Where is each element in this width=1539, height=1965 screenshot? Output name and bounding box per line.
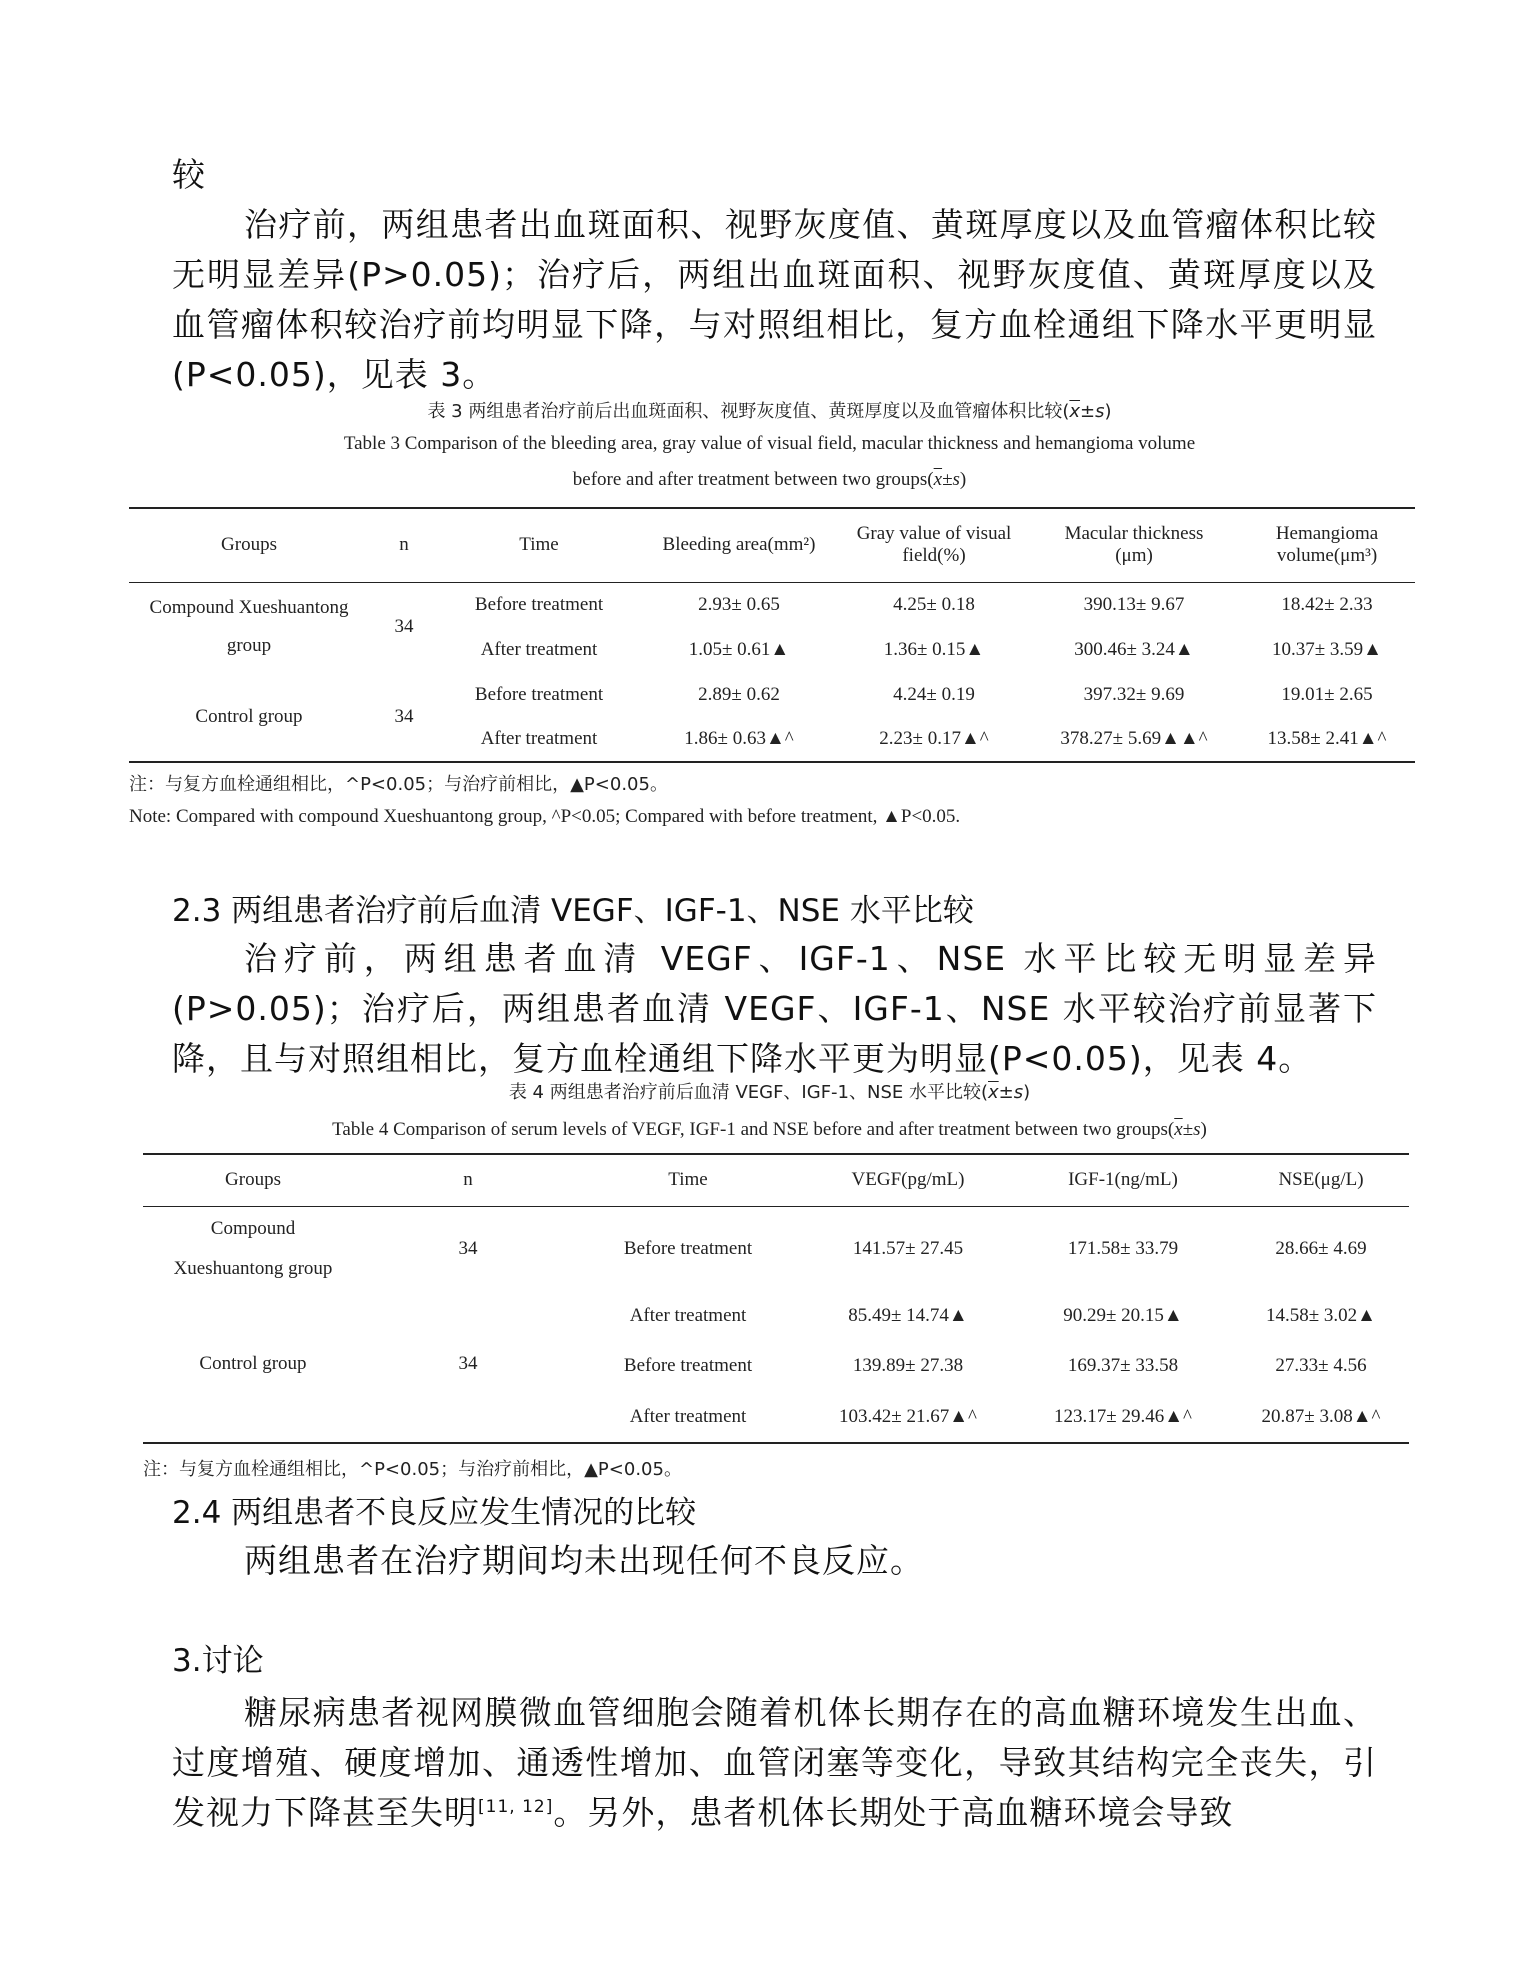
time-cell: Before treatment (474, 683, 604, 705)
table-row (143, 1291, 1409, 1341)
citation-ref: [11, 12] (478, 1797, 554, 1817)
value-cell: 18.42± 2.33 (1281, 593, 1373, 615)
value-cell: 1.86± 0.63▲^ (684, 728, 794, 749)
value-cell: 397.32± 9.69 (1083, 683, 1185, 705)
col-header-bleeding: Bleeding area(mm²) (639, 508, 839, 582)
value-cell: 28.66± 4.69 (1275, 1237, 1367, 1259)
value-cell: 141.57± 27.45 (852, 1237, 964, 1259)
group-cell: Compound Xueshuantong group (149, 597, 349, 657)
col-header-hemangioma: Hemangioma volume(μm³) (1239, 508, 1415, 582)
section-heading: 2.3 两组患者治疗前后血清 VEGF、IGF-1、NSE 水平比较 (172, 893, 974, 929)
section-heading: 3.讨论 (172, 1643, 264, 1679)
section-2-3 (172, 888, 1377, 1084)
value-cell: 123.17± 29.46▲^ (1054, 1405, 1192, 1427)
table4-note-zh: 注：与复方血栓通组相比，^P<0.05；与治疗前相比，▲P<0.05。 (143, 1459, 682, 1480)
n-cell: 34 (458, 1353, 478, 1374)
group-cell: Compound Xueshuantong group (173, 1217, 333, 1279)
value-cell: 378.27± 5.69▲▲^ (1060, 728, 1208, 749)
value-cell: 13.58± 2.41▲^ (1267, 728, 1387, 749)
value-cell: 1.36± 0.15▲ (883, 638, 985, 660)
value-cell: 171.58± 33.79 (1067, 1237, 1179, 1259)
value-cell: 2.93± 0.65 (698, 593, 780, 615)
table-4 (143, 1153, 1409, 1444)
value-cell: 10.37± 3.59▲ (1272, 638, 1382, 660)
group-cell: Control group (199, 1353, 307, 1374)
body-text-top (172, 150, 1377, 400)
table3-note-zh: 注：与复方血栓通组相比，^P<0.05；与治疗前相比，▲P<0.05。 (129, 774, 668, 795)
value-cell: 85.49± 14.74▲ (848, 1305, 968, 1326)
col-header-n: n (369, 508, 439, 582)
table3-note-en: Note: Compared with compound Xueshuantong group, ^P<0.05; Compared with before treatment, ▲P<0.05. (129, 806, 961, 827)
paragraph-fragment: 较 (172, 155, 206, 194)
paragraph-adverse-reactions: 两组患者在治疗期间均未出现任何不良反应。 (244, 1541, 924, 1580)
paragraph-table4-intro: 治疗前，两组患者血清 VEGF、IGF-1、NSE 水平比较无明显差异(P>0.05)；治疗后，两组患者血清 VEGF、IGF-1、NSE 水平较治疗前显著下降，且与对照组相比，复方血栓通组下降水平更为明显(P<0.05)，见表 4。 (172, 939, 1377, 1078)
value-cell: 103.42± 21.67▲^ (839, 1405, 977, 1427)
n-cell: 34 (394, 616, 414, 638)
col-header-time: Time (573, 1154, 803, 1206)
time-cell: Before treatment (474, 593, 604, 615)
table3-caption-en: Table 3 Comparison of the bleeding area, gray value of visual field, macular thickness and hemangioma volume (343, 433, 1196, 454)
time-cell: After treatment (480, 638, 598, 660)
paragraph-table3-intro: 治疗前，两组患者出血斑面积、视野灰度值、黄斑厚度以及血管瘤体积比较无明显差异(P>0.05)；治疗后，两组出血斑面积、视野灰度值、黄斑厚度以及血管瘤体积较治疗前均明显下降，与对照组相比，复方血栓通组下降水平更明显(P<0.05)，见表 3。 (172, 205, 1377, 394)
col-header-vegf: VEGF(pg/mL) (803, 1154, 1013, 1206)
value-cell: 139.89± 27.38 (852, 1355, 964, 1376)
table-header-row (143, 1154, 1409, 1206)
table3-caption-en-line2: before and after treatment between two $groups(\overline{x}\pm s)$ (572, 469, 967, 490)
time-cell: After treatment (629, 1405, 747, 1427)
section-2-4 (172, 1490, 1377, 1586)
value-cell: 169.37± 33.58 (1067, 1355, 1179, 1376)
n-cell: 34 (458, 1237, 478, 1259)
col-header-groups: Groups (129, 508, 369, 582)
col-header-time: Time (439, 508, 639, 582)
value-cell: 27.33± 4.56 (1275, 1355, 1367, 1376)
value-cell: 19.01± 2.65 (1281, 683, 1373, 705)
col-header-groups: Groups (143, 1154, 363, 1206)
value-cell: 4.24± 0.19 (893, 683, 975, 705)
table-row (143, 1341, 1409, 1391)
time-cell: After treatment (480, 728, 598, 749)
time-cell: Before treatment (623, 1237, 753, 1259)
table-3 (129, 507, 1415, 763)
table3-caption-zh: 表 3 两组患者治疗前后出血斑面积、视野灰度值、黄斑厚度以及血管瘤体积比较$(\overline{x}\pm s)$ (427, 401, 1112, 422)
col-header-igf: IGF-1(ng/mL) (1013, 1154, 1233, 1206)
table4-caption-en: Table 4 Comparison of serum levels of VEGF, IGF-1 and NSE before and after treatment between two $groups(\overline{x}\pm s)$ (332, 1119, 1207, 1140)
value-cell: 90.29± 20.15▲ (1063, 1305, 1183, 1326)
value-cell: 14.58± 3.02▲ (1266, 1305, 1376, 1326)
section-heading: 2.4 两组患者不良反应发生情况的比较 (172, 1495, 697, 1531)
value-cell: 2.89± 0.62 (698, 683, 780, 705)
col-header-n: n (363, 1154, 573, 1206)
col-header-gray: Gray value of visual field(%) (839, 508, 1029, 582)
table4-caption-zh: 表 4 两组患者治疗前后血清 VEGF、IGF-1、NSE 水平比较$(\overline{x}\pm s)$ (508, 1082, 1031, 1103)
section-3 (172, 1638, 1377, 1838)
n-cell: 34 (394, 705, 414, 727)
time-cell: Before treatment (623, 1355, 753, 1376)
value-cell: 300.46± 3.24▲ (1074, 638, 1194, 660)
group-cell: Control group (195, 705, 303, 727)
table-row (129, 582, 1415, 627)
table-header-row (129, 508, 1415, 582)
col-header-nse: NSE(μg/L) (1233, 1154, 1409, 1206)
col-header-macular: Macular thickness (μm) (1029, 508, 1239, 582)
value-cell: 4.25± 0.18 (893, 593, 975, 615)
value-cell: 390.13± 9.67 (1083, 593, 1185, 615)
value-cell: 2.23± 0.17▲^ (879, 728, 989, 749)
value-cell: 20.87± 3.08▲^ (1261, 1405, 1381, 1427)
table-row (143, 1206, 1409, 1291)
paragraph-discussion: 糖尿病患者视网膜微血管细胞会随着机体长期存在的高血糖环境发生出血、过度增殖、硬度增加、通透性增加、血管闭塞等变化，导致其结构完全丧失，引发视力下降甚至失明[11, 12]。另外，患者机体长期处于高血糖环境会导致 (172, 1693, 1377, 1832)
time-cell: After treatment (629, 1305, 747, 1326)
value-cell: 1.05± 0.61▲ (688, 638, 790, 660)
table-row (129, 672, 1415, 717)
